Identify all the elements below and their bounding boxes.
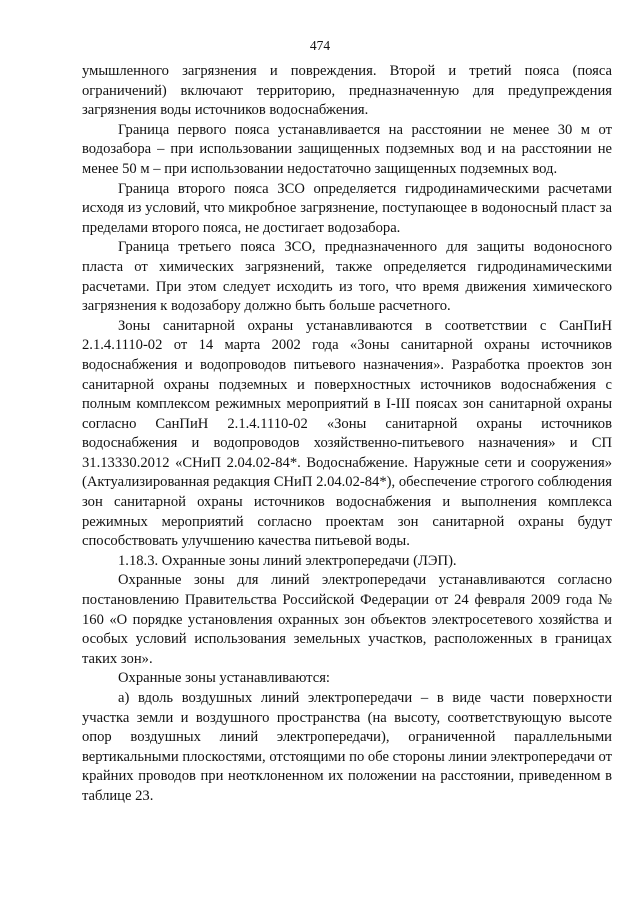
paragraph-second-belt-boundary: Граница второго пояса ЗСО определяется гидродинамическими расчетами исходя из условий, что микробное загрязнение, поступающее в водоносный пласт за пределами второго пояса, не достигает водозабора. [82,180,612,236]
paragraph-third-belt-boundary: Граница третьего пояса ЗСО, предназначенного для защиты водоносного пласта от химических загрязнений, также определяется гидродинамическими расчетами. При этом следует исходить из того, что время движения химического загрязнения к водозабору должно быть больше расчетного. [82,239,612,315]
body-text [82,62,612,807]
paragraph-overhead-lines: а) вдоль воздушных линий электропередачи – в виде части поверхности участка земли и воздушного пространства (на высоту, соответствующую высоте опор воздушных линий электропередачи), ограниченной параллельными вертикальными плоскостями, отстоящими по обе стороны линии электропередачи от крайних проводов при неотклоненном их положении на расстоянии, приведенном в таблице 23. [82,690,612,804]
section-heading-power-lines: 1.18.3. Охранные зоны линий электропередачи (ЛЭП). [118,552,457,569]
paragraph-first-belt-boundary: Граница первого пояса устанавливается на расстоянии не менее 30 м от водозабора – при использовании защищенных подземных вод и на расстоянии не менее 50 м – при использовании недостаточно защищенных подземных вод. [82,121,612,177]
paragraph-power-line-zones: Охранные зоны для линий электропередачи устанавливаются согласно постановлению Правительства Российской Федерации от 24 февраля 2009 года № 160 «О порядке установления охранных зон объектов электросетевого хозяйства и особых условий использования земельных участков, расположенных в границах таких зон». [82,572,612,667]
page-number: 474 [309,38,331,53]
paragraph-pollution-belts: умышленного загрязнения и повреждения. Второй и третий пояса (пояса ограничений) включают территорию, предназначенную для предупреждения загрязнения воды источников водоснабжения. [82,63,612,119]
paragraph-sanitary-zones: Зоны санитарной охраны устанавливаются в соответствии с СанПиН 2.1.4.1110-02 от 14 марта 2002 года «Зоны санитарной охраны источников водоснабжения и водопроводов питьевого назначения». Разработка проектов зон санитарной охраны подземных и поверхностных источников водоснабжения с полным комплексом режимных мероприятий в I-III поясах зон санитарной охраны согласно СанПиН 2.1.4.1110-02 «Зоны санитарной охраны источников водоснабжения и водопроводов хозяйственно-питьевого назначения» и СП 31.13330.2012 «СНиП 2.04.02-84*. Водоснабжение. Наружные сети и сооружения» (Актуализированная редакция СНиП 2.04.02-84*), обеспечение строгого соблюдения зон санитарной охраны источников водоснабжения и выполнения комплекса режимных мероприятий согласно проектам зон санитарной охраны будут способствовать улучшению качества питьевой воды. [82,317,612,550]
paragraph-zones-established: Охранные зоны устанавливаются: [118,670,330,687]
